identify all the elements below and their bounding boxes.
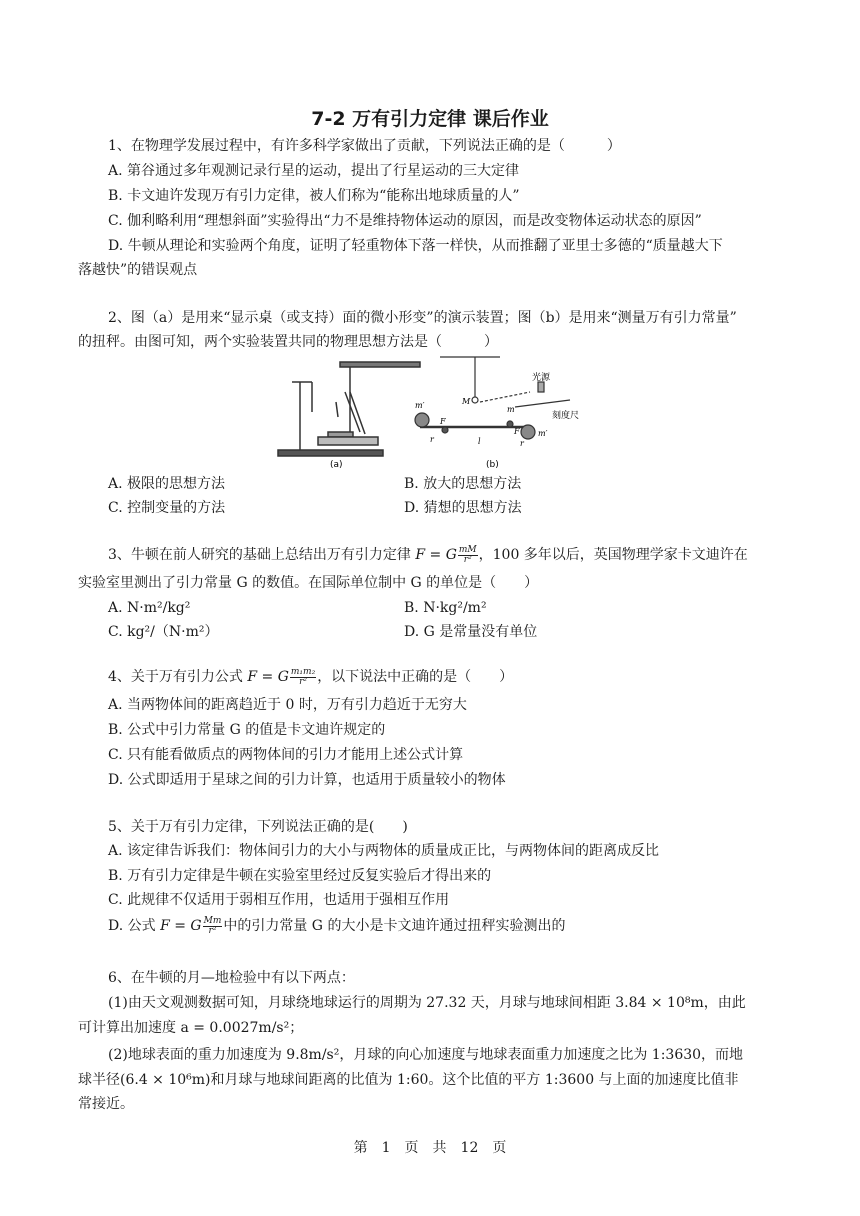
q5-stem: 5、关于万有引力定律，下列说法正确的是( ) [108,819,408,835]
q6-point1-cont: 可计算出加速度 a = 0.0027m/s²； [78,1020,304,1036]
q4-stem-text: 4、关于万有引力公式 [108,669,248,685]
q2-option-c: C. 控制变量的方法 [108,500,226,516]
q3-option-c: C. kg²/（N·m²） [108,624,219,640]
q5-option-a: A. 该定律告诉我们：物体间引力的大小与两物体的质量成正比，与两物体间的距离成反比 [108,843,660,859]
q5-option-b: B. 万有引力定律是牛顿在实验室里经过反复实验后才得出来的 [108,868,492,884]
q3-formula-denominator: r² [463,554,472,565]
label-m-prime-right: m′ [538,429,548,438]
q6-point2: (2)地球表面的重力加速度为 9.8m/s²，月球的向心加速度与地球表面重力加速度之比为 1:3630，而地 [108,1047,744,1063]
q6-point1: (1)由天文观测数据可知，月球绕地球运行的周期为 27.32 天，月球与地球间相距 3.84 × 10⁸m，由此 [108,995,746,1011]
q4-stem-text-post: ，以下说法中正确的是（ ） [317,669,514,685]
label-l: l [478,437,481,446]
q5-formula-denominator: r² [208,925,217,936]
figure-a-label: (a) [330,460,343,470]
q2-option-d: D. 猜想的思想方法 [404,500,522,516]
label-r-left: r [430,435,434,444]
experiment-figure [270,352,600,472]
figure-b-torsion-balance [415,357,570,439]
q1-option-d-cont: 落越快”的错误观点 [78,262,198,278]
q3-stem [108,545,748,565]
q6-stem: 6、在牛顿的月—地检验中有以下两点： [108,970,355,986]
q4-formula-denominator: r² [299,676,307,687]
q3-formula-fraction [458,546,478,565]
light-source-label: 光源 [532,373,551,383]
q5-formula-lhs: F = G [160,918,202,934]
q4-formula-fraction [290,668,316,687]
q3-stem-cont: 实验室里测出了引力常量 G 的数值。在国际单位制中 G 的单位是（ ） [78,575,539,591]
q1-option-a: A. 第谷通过多年观测记录行星的运动，提出了行星运动的三大定律 [108,163,520,179]
label-m: m [507,405,515,414]
q4-option-c: C. 只有能看做质点的两物体间的引力才能用上述公式计算 [108,747,464,763]
q5-formula-numerator: Mm [203,915,222,926]
q3-option-a: A. N·m²/kg² [108,600,191,616]
q6-point2-cont2: 常接近。 [78,1096,134,1112]
figure-b-label: (b) [486,460,499,470]
q3-stem-text-post: ，100 多年以后，英国物理学家卡文迪许在 [478,547,748,563]
q1-option-c: C. 伽利略利用“理想斜面”实验得出“力不是维持物体运动的原因，而是改变物体运动状态的原因” [108,213,702,229]
q6-point2-cont1: 球半径(6.4 × 10⁶m)和月球与地球间距离的比值为 1:60。这个比值的平方 1:3600 与上面的加速度比值非 [78,1072,739,1088]
q3-formula-lhs: F = G [415,547,457,563]
q5-formula-fraction [203,917,223,936]
page-footer: 第 1 页 共 12 页 [353,1140,507,1156]
q3-option-d: D. G 是常量没有单位 [404,624,538,640]
q3-formula-numerator: mM [458,544,477,555]
q2-option-b: B. 放大的思想方法 [404,476,522,492]
label-m-prime-left: m′ [415,401,425,410]
q4-formula-lhs: F = G [247,669,289,685]
q1-stem: 1、在物理学发展过程中，有许多科学家做出了贡献，下列说法正确的是（ ） [108,138,621,154]
q1-option-b: B. 卡文迪许发现万有引力定律，被人们称为“能称出地球质量的人” [108,188,520,204]
q2-stem: 2、图（a）是用来“显示桌（或支持）面的微小形变”的演示装置；图（b）是用来“测量万有引力常量” [108,310,737,326]
page-title: 7-2 万有引力定律 课后作业 [311,108,549,130]
q5-option-d-text: D. 公式 [108,918,161,934]
q5-option-d-text-post: 中的引力常量 G 的大小是卡文迪许通过扭秤实验测出的 [223,918,566,934]
q3-option-b: B. N·kg²/m² [404,600,487,616]
q5-option-d [108,916,565,936]
scale-label: 刻度尺 [552,411,580,421]
label-F-right: F [514,427,520,436]
label-M: M [462,397,471,406]
q4-option-a: A. 当两物体间的距离趋近于 0 时，万有引力趋近于无穷大 [108,697,467,713]
q2-stem-cont: 的扭秤。由图可知，两个实验装置共同的物理思想方法是（ ） [78,334,498,350]
q1-option-d: D. 牛顿从理论和实验两个角度，证明了轻重物体下落一样快，从而推翻了亚里士多德的“质量越大下 [108,238,723,254]
q4-option-d: D. 公式即适用于星球之间的引力计算，也适用于质量较小的物体 [108,772,506,788]
q4-stem [108,667,513,687]
q3-stem-text: 3、牛顿在前人研究的基础上总结出万有引力定律 [108,547,416,563]
label-r-right: r [520,439,524,448]
q2-option-a: A. 极限的思想方法 [108,476,226,492]
q4-option-b: B. 公式中引力常量 G 的值是卡文迪许规定的 [108,722,386,738]
figure-a-apparatus [278,362,420,456]
q4-formula-numerator: m₁m₂ [290,666,316,677]
q5-option-c: C. 此规律不仅适用于弱相互作用，也适用于强相互作用 [108,892,450,908]
label-F-left: F [440,417,446,426]
